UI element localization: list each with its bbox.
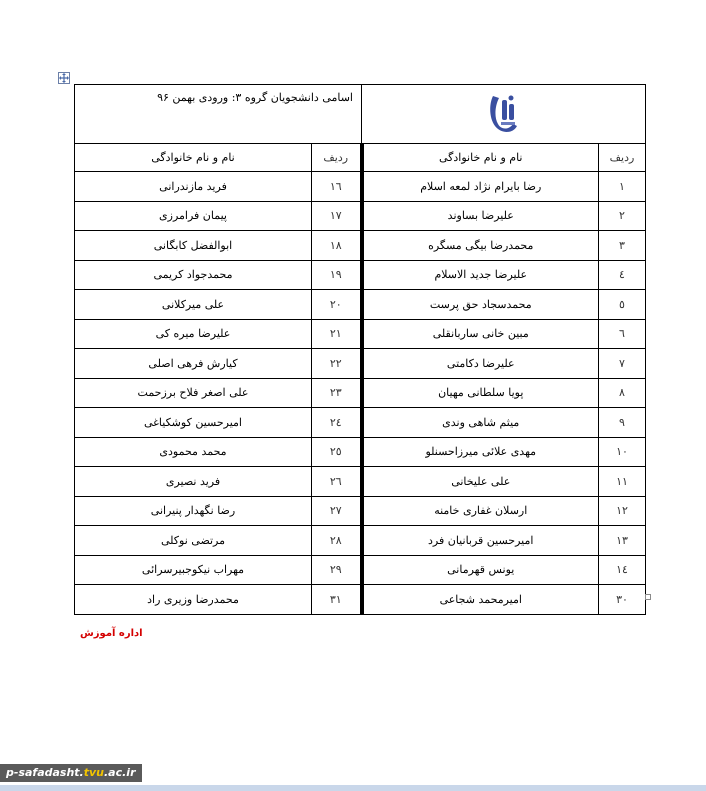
table-move-handle[interactable] bbox=[58, 72, 70, 84]
row-index: ۱۱ bbox=[599, 467, 646, 497]
row-index: ۱ bbox=[599, 172, 646, 202]
student-name: مرتضی نوکلی bbox=[75, 526, 312, 556]
student-name: امیرمحمد شجاعی bbox=[362, 585, 599, 615]
table-row bbox=[75, 172, 646, 202]
student-name: ابوالفضل کابگانی bbox=[75, 231, 312, 261]
table-row bbox=[75, 408, 646, 438]
student-name: ارسلان غفاری خامنه bbox=[362, 496, 599, 526]
student-name: محمدرضا بیگی مسگره bbox=[362, 231, 599, 261]
student-name: امیرحسین قربانیان فرد bbox=[362, 526, 599, 556]
table-resize-handle[interactable] bbox=[645, 594, 651, 600]
table-row bbox=[75, 290, 646, 320]
row-index: ۹ bbox=[599, 408, 646, 438]
row-index: ٦ bbox=[599, 319, 646, 349]
watermark-suffix: .ac.ir bbox=[104, 766, 136, 779]
row-index: ۲۰ bbox=[312, 290, 362, 320]
student-name: مهدی علائی میرزاحسنلو bbox=[362, 437, 599, 467]
row-index: ۱٦ bbox=[312, 172, 362, 202]
student-name: پیمان فرامرزی bbox=[75, 201, 312, 231]
row-index: ۱۹ bbox=[312, 260, 362, 290]
row-index: ۲۹ bbox=[312, 555, 362, 585]
student-name: مبین خانی ساربانقلی bbox=[362, 319, 599, 349]
student-name: میثم شاهی وندی bbox=[362, 408, 599, 438]
row-index: ۲۱ bbox=[312, 319, 362, 349]
row-index: ٥ bbox=[599, 290, 646, 320]
student-name: محمد محمودی bbox=[75, 437, 312, 467]
table-row bbox=[75, 496, 646, 526]
student-name: فرید نصیری bbox=[75, 467, 312, 497]
table-row bbox=[75, 349, 646, 379]
student-name: فرید مازندرانی bbox=[75, 172, 312, 202]
student-roster-table bbox=[74, 84, 646, 615]
student-name: علی اصغر فلاح برزحمت bbox=[75, 378, 312, 408]
row-index: ۲٤ bbox=[312, 408, 362, 438]
row-index: ۲٦ bbox=[312, 467, 362, 497]
row-index: ۱۳ bbox=[599, 526, 646, 556]
column-header-row bbox=[75, 144, 646, 172]
site-watermark bbox=[0, 764, 142, 782]
logo-cell bbox=[362, 85, 646, 144]
student-name: محمدسجاد حق پرست bbox=[362, 290, 599, 320]
table-row bbox=[75, 231, 646, 261]
row-index: ۱٤ bbox=[599, 555, 646, 585]
table-row bbox=[75, 467, 646, 497]
student-name: محمدجواد کریمی bbox=[75, 260, 312, 290]
student-name: رضا نگهدار پنیرانی bbox=[75, 496, 312, 526]
row-index: ۲۳ bbox=[312, 378, 362, 408]
row-index: ۷ bbox=[599, 349, 646, 379]
table-row bbox=[75, 319, 646, 349]
student-name: علیرضا دکامتی bbox=[362, 349, 599, 379]
row-index: ۲۲ bbox=[312, 349, 362, 379]
row-index: ۱۲ bbox=[599, 496, 646, 526]
watermark-prefix: p-safadasht. bbox=[6, 766, 84, 779]
column-header-name: نام و نام خانوادگی bbox=[362, 144, 599, 172]
watermark-accent: tvu bbox=[83, 766, 104, 779]
column-header-name: نام و نام خانوادگی bbox=[75, 144, 312, 172]
row-index: ۲۸ bbox=[312, 526, 362, 556]
row-index: ۳۱ bbox=[312, 585, 362, 615]
office-label: اداره آموزش bbox=[80, 628, 143, 639]
student-name: علی علیخانی bbox=[362, 467, 599, 497]
row-index: ۱۰ bbox=[599, 437, 646, 467]
student-name: رضا بایرام نژاد لمعه اسلام bbox=[362, 172, 599, 202]
student-name: علیرضا میره کی bbox=[75, 319, 312, 349]
table-row bbox=[75, 437, 646, 467]
row-index: ۸ bbox=[599, 378, 646, 408]
university-logo-icon bbox=[487, 92, 521, 136]
row-index: ۱۷ bbox=[312, 201, 362, 231]
table-row bbox=[75, 526, 646, 556]
student-name: امیرحسین کوشکیاغی bbox=[75, 408, 312, 438]
student-name: پویا سلطانی مهیان bbox=[362, 378, 599, 408]
table-row bbox=[75, 555, 646, 585]
column-header-index: ردیف bbox=[312, 144, 362, 172]
column-header-index: ردیف bbox=[599, 144, 646, 172]
table-row bbox=[75, 585, 646, 615]
student-name: علیرضا بساوند bbox=[362, 201, 599, 231]
row-index: ۲۷ bbox=[312, 496, 362, 526]
student-name: محمدرضا وزیری راد bbox=[75, 585, 312, 615]
student-name: علیرضا جدید الاسلام bbox=[362, 260, 599, 290]
row-index: ۳۰ bbox=[599, 585, 646, 615]
student-name: علی میرکلانی bbox=[75, 290, 312, 320]
row-index: ۲ bbox=[599, 201, 646, 231]
row-index: ۳ bbox=[599, 231, 646, 261]
table-row bbox=[75, 260, 646, 290]
row-index: ٤ bbox=[599, 260, 646, 290]
student-name: کیارش فرهی اصلی bbox=[75, 349, 312, 379]
student-name: مهراب نیکوجبیرسرائی bbox=[75, 555, 312, 585]
table-row bbox=[75, 378, 646, 408]
page-title: اسامی دانشجویان گروه ۳: ورودی بهمن ۹۶ bbox=[75, 85, 362, 144]
row-index: ۲٥ bbox=[312, 437, 362, 467]
move-arrows-icon bbox=[59, 73, 69, 83]
header-row bbox=[75, 85, 646, 144]
table-row bbox=[75, 201, 646, 231]
page-bottom-bar bbox=[0, 785, 706, 791]
row-index: ۱۸ bbox=[312, 231, 362, 261]
student-name: یونس قهرمانی bbox=[362, 555, 599, 585]
